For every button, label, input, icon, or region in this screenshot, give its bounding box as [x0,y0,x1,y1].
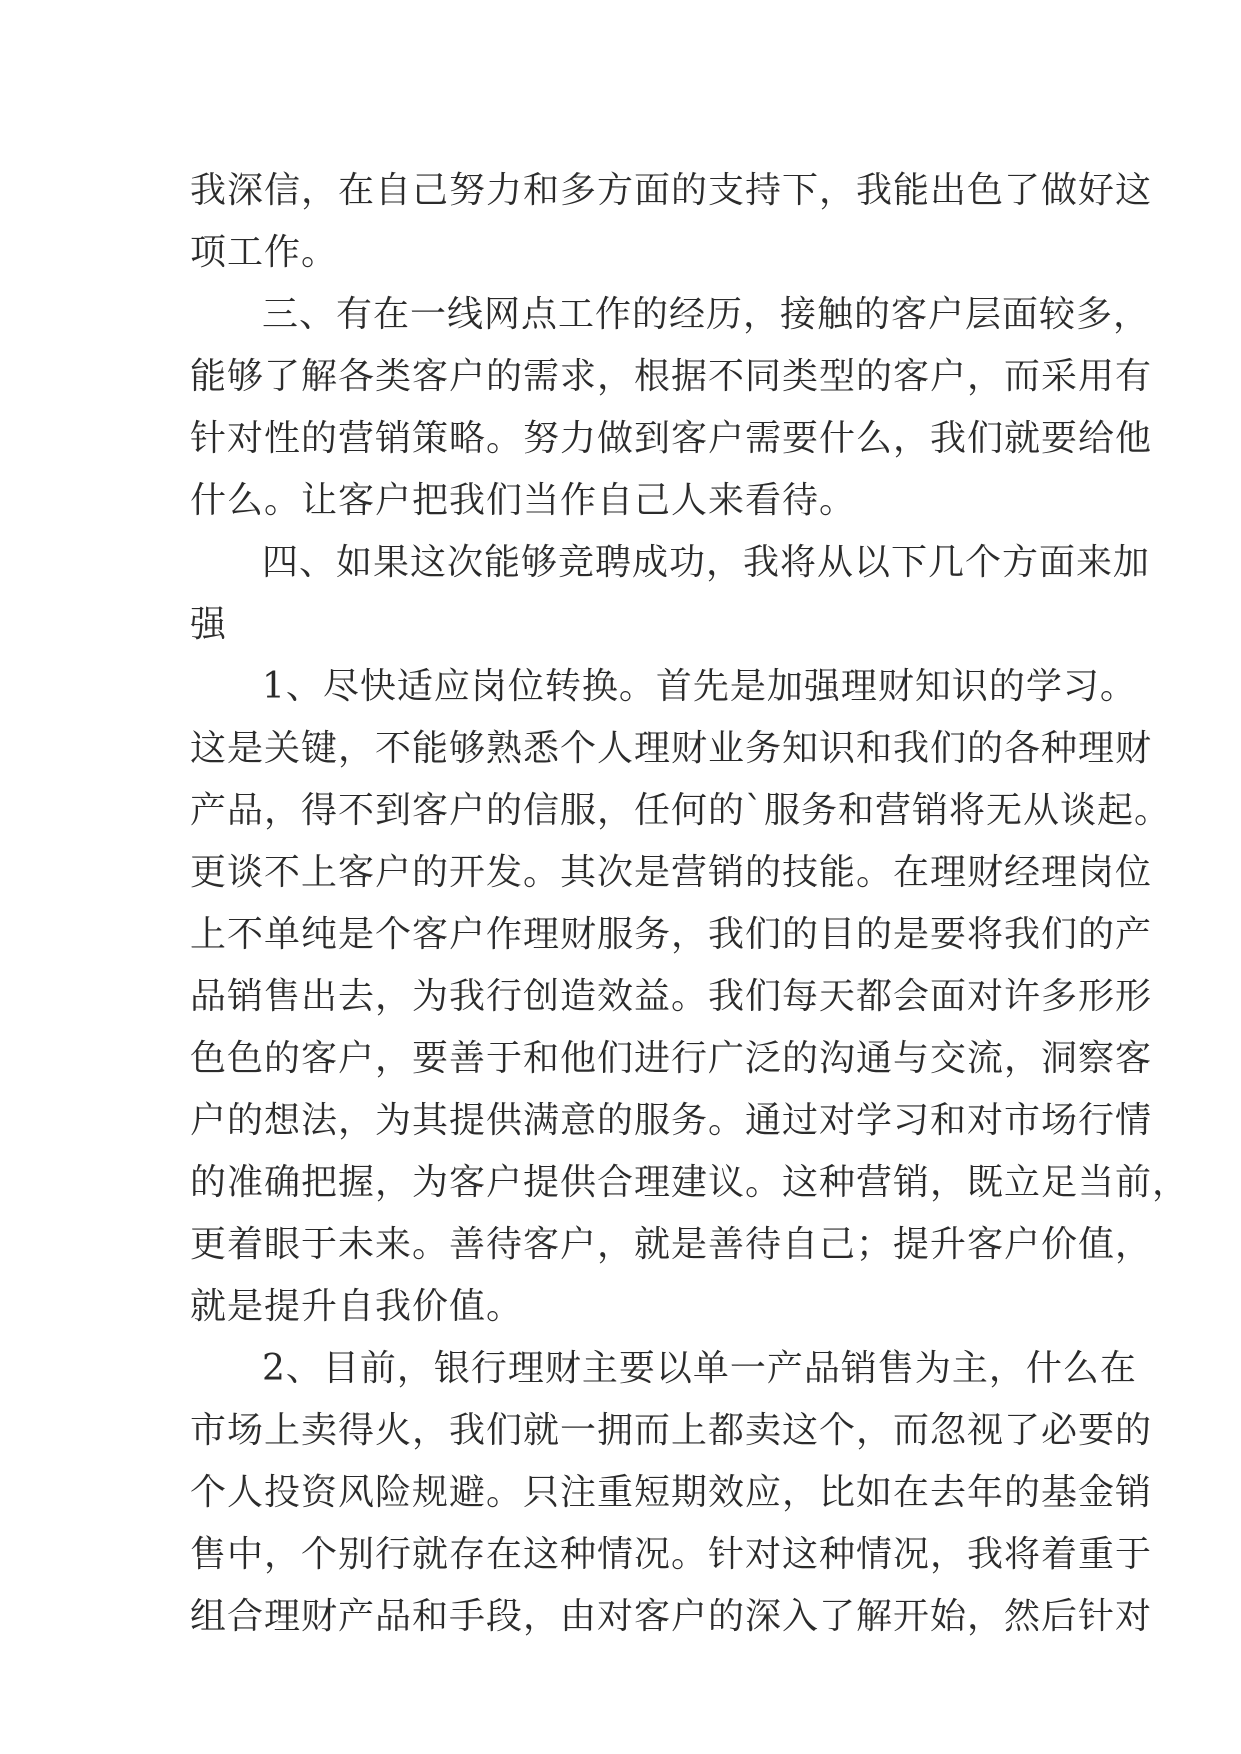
text-line: 就是提升自我价值。 [190,1286,524,1327]
text-line: 强 [190,604,228,645]
text-line: 1、尽快适应岗位转换。首先是加强理财知识的学习。 [262,666,1137,707]
text-line: 产品，得不到客户的信服，任何的`服务和营销将无从谈起。 [190,790,1172,831]
text-line: 品销售出去，为我行创造效益。我们每天都会面对许多形形 [190,976,1153,1017]
text-line: 2、目前，银行理财主要以单一产品销售为主，什么在 [262,1348,1137,1389]
text-line: 更谈不上客户的开发。其次是营销的技能。在理财经理岗位 [190,852,1153,893]
text-line: 这是关键，不能够熟悉个人理财业务知识和我们的各种理财 [190,728,1153,769]
text-line: 四、如果这次能够竞聘成功，我将从以下几个方面来加 [262,542,1151,583]
text-line: 售中，个别行就存在这种情况。针对这种情况，我将着重于 [190,1534,1153,1575]
text-line: 组合理财产品和手段，由对客户的深入了解开始，然后针对 [190,1596,1153,1637]
text-line: 个人投资风险规避。只注重短期效应，比如在去年的基金销 [190,1472,1153,1513]
document-body [190,160,1190,1648]
text-line: 市场上卖得火，我们就一拥而上都卖这个，而忽视了必要的 [190,1410,1153,1451]
text-line: 我深信，在自己努力和多方面的支持下，我能出色了做好这 [190,170,1153,211]
text-line: 户的想法，为其提供满意的服务。通过对学习和对市场行情 [190,1100,1153,1141]
text-line: 能够了解各类客户的需求，根据不同类型的客户，而采用有 [190,356,1153,397]
text-line: 更着眼于未来。善待客户，就是善待自己；提升客户价值， [190,1224,1153,1265]
text-line: 的准确把握，为客户提供合理建议。这种营销，既立足当前， [190,1162,1190,1203]
text-line: 什么。让客户把我们当作自己人来看待。 [190,480,857,521]
text-line: 上不单纯是个客户作理财服务，我们的目的是要将我们的产 [190,914,1153,955]
text-line: 项工作。 [190,232,339,273]
text-line: 三、有在一线网点工作的经历，接触的客户层面较多， [262,294,1151,335]
text-line: 色色的客户，要善于和他们进行广泛的沟通与交流，洞察客 [190,1038,1153,1079]
text-line: 针对性的营销策略。努力做到客户需要什么，我们就要给他 [190,418,1153,459]
